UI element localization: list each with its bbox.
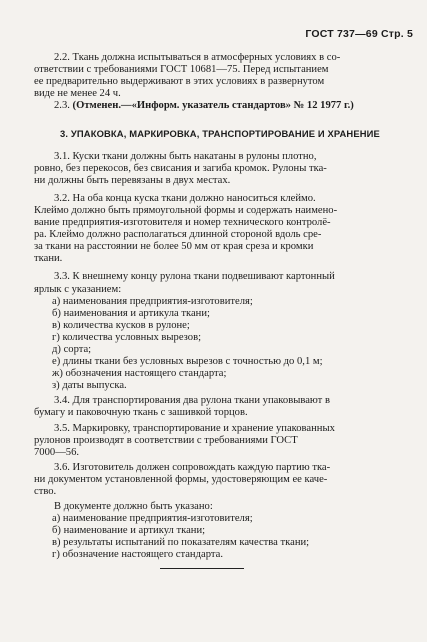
list-item: в) количества кусков в рулоне;	[52, 319, 190, 331]
clause-3-6-line: ни документом установленной формы, удостоверяющим ее каче-	[34, 473, 328, 485]
clause-3-3-line: ярлык с указанием:	[34, 283, 122, 295]
clause-3-1-line: ровно, без перекосов, без свисания и загиба кромок. Рулоны тка-	[34, 162, 327, 174]
clause-3-4-line: 3.4. Для транспортирования два рулона ткани упаковывают в	[54, 395, 330, 407]
list-item: з) даты выпуска.	[52, 380, 127, 392]
clause-3-4-line: бумагу и паковочную ткань с зашивкой торцов.	[34, 407, 248, 419]
clause-3-2-line: ра. Клеймо должно располагаться длинной стороной вдоль сре-	[34, 229, 322, 241]
clause-3-6-line: 3.6. Изготовитель должен сопровождать каждую партию тка-	[54, 461, 331, 473]
clause-3-5-line: 7000—56.	[34, 446, 80, 458]
clause-3-1-line: 3.1. Куски ткани должны быть накатаны в рулоны плотно,	[54, 150, 317, 162]
clause-2-2-line: ответствии с требованиями ГОСТ 10681—75. Перед испытанием	[34, 64, 329, 76]
clause-3-2-line: за ткани на расстоянии не более 50 мм от края среза и кромки	[34, 241, 314, 253]
clause-3-3-line: 3.3. К внешнему концу рулона ткани подвешивают картонный	[54, 271, 335, 283]
clause-3-5-line: 3.5. Маркировку, транспортирование и хранение упакованных	[54, 422, 335, 434]
list-item: б) наименование и артикул ткани;	[52, 525, 206, 537]
list-item: б) наименования и артикула ткани;	[52, 307, 210, 319]
clause-2-3-number: 2.3.	[54, 100, 70, 112]
clause-3-2-line: 3.2. На оба конца куска ткани должно наноситься клеймо.	[54, 192, 316, 204]
section-3-title: 3. УПАКОВКА, МАРКИРОВКА, ТРАНСПОРТИРОВАНИЕ И ХРАНЕНИЕ	[60, 128, 380, 140]
clause-2-2-line: виде не менее 24 ч.	[34, 88, 121, 100]
clause-3-1-line: ни должны быть перевязаны в двух местах.	[34, 174, 231, 186]
clause-2-2-line: 2.2. Ткань должна испытываться в атмосферных условиях в со-	[54, 52, 341, 63]
clause-2-3	[34, 100, 406, 112]
list-item: а) наименование предприятия-изготовителя;	[52, 513, 253, 525]
clause-3-6-line: ство.	[34, 486, 57, 497]
end-rule	[160, 568, 244, 569]
clause-3-6-intro: В документе должно быть указано:	[54, 501, 213, 513]
list-item: в) результаты испытаний по показателям качества ткани;	[52, 537, 310, 549]
list-item: г) обозначение настоящего стандарта.	[52, 549, 223, 561]
clause-2-3-cancelled-note: (Отменен.—«Информ. указатель стандартов» № 12 1977 г.)	[72, 100, 354, 112]
page-content	[34, 52, 406, 562]
clause-3-2-line: Клеймо должно быть прямоугольной формы и содержать наимено-	[34, 204, 338, 216]
list-item: ж) обозначения настоящего стандарта;	[52, 368, 227, 380]
list-item: е) длины ткани без условных вырезов с точностью до 0,1 м;	[52, 356, 323, 368]
list-item: г) количества условных вырезов;	[52, 331, 202, 343]
clause-3-2-line: вание предприятия-изготовителя и номер технического контролё-	[34, 217, 331, 229]
list-item: а) наименования предприятия-изготовителя;	[52, 295, 253, 307]
clause-3-2-line: ткани.	[34, 253, 63, 265]
clause-2-2-line: ее предварительно выдерживают в этих условиях в развернутом	[34, 76, 325, 88]
page-header: ГОСТ 737—69 Стр. 5	[305, 28, 413, 40]
clause-3-5-line: рулонов производят в соответствии с требованиями ГОСТ	[34, 434, 298, 446]
list-item: д) сорта;	[52, 343, 92, 355]
